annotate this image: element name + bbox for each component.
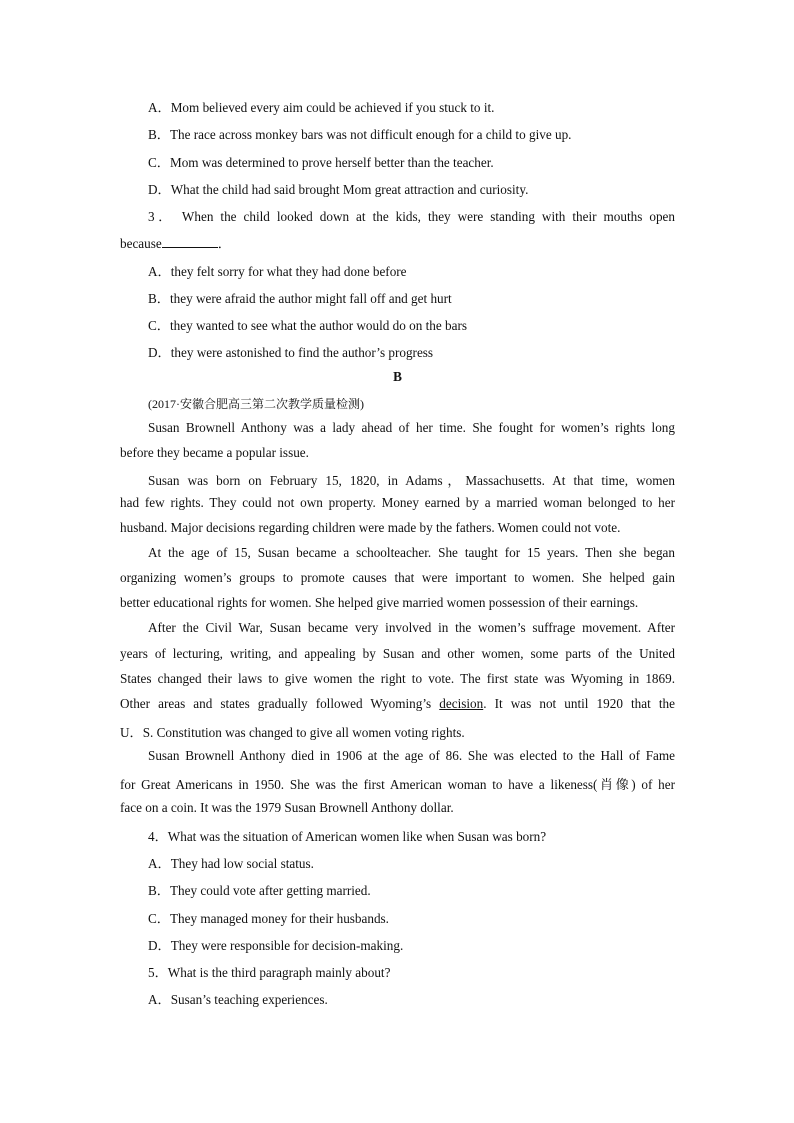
q5-stem: 5．What is the third paragraph mainly about? [148, 965, 391, 980]
q2-option-b: B．The race across monkey bars was not difficult enough for a child to give up. [148, 127, 572, 142]
p2-line3: husband. Major decisions regarding children were made by the fathers. Women could not vote. [120, 520, 621, 535]
q4-stem: 4．What was the situation of American women like when Susan was born? [148, 829, 547, 844]
p3-line1: At the age of 15, Susan became a schoolteacher. She taught for 15 years. Then she began [148, 545, 675, 560]
p5-line3: face on a coin. It was the 1979 Susan Brownell Anthony dollar. [120, 800, 454, 815]
q4-option-d: D．They were responsible for decision-making. [148, 938, 404, 953]
p4-line2: years of lecturing, writing, and appealing by Susan and other women, some parts of the United [120, 646, 675, 661]
p3-line2: organizing women’s groups to promote causes that were important to women. She helped gain [120, 570, 675, 585]
p4-line4 [120, 696, 675, 712]
p1-line2: before they became a popular issue. [120, 445, 309, 460]
q3-option-c: C．they wanted to see what the author would do on the bars [148, 318, 467, 333]
p4-line1: After the Civil War, Susan became very involved in the women’s suffrage movement. After [148, 620, 675, 635]
p4-line4-prefix: Other areas and states gradually followed Wyoming’s [120, 696, 440, 711]
underlined-word: decision [439, 696, 484, 711]
q2-option-a: A．Mom believed every aim could be achieved if you stuck to it. [148, 100, 495, 115]
q4-option-a: A．They had low social status. [148, 856, 314, 871]
q3-stem-line2 [120, 233, 231, 252]
p2-line1: Susan was born on February 15, 1820, in Adams，Massachusetts. At that time, women [148, 473, 675, 488]
q2-option-c: C．Mom was determined to prove herself better than the teacher. [148, 155, 494, 170]
q5-option-a: A．Susan’s teaching experiences. [148, 992, 328, 1007]
q4-option-c: C．They managed money for their husbands. [148, 911, 389, 926]
q3-stem-because: because [120, 236, 162, 251]
p5-line2: for Great Americans in 1950. She was the first American woman to have a likeness(肖像) of her [120, 777, 675, 792]
answer-blank [162, 235, 218, 248]
p2-line2: had few rights. They could not own property. Money earned by a married woman belonged to her [120, 495, 675, 510]
p1-line1: Susan Brownell Anthony was a lady ahead of her time. She fought for women’s rights long [148, 420, 675, 435]
q2-option-d: D．What the child had said brought Mom great attraction and curiosity. [148, 182, 529, 197]
section-heading: B [393, 369, 402, 384]
q3-option-a: A．they felt sorry for what they had done before [148, 264, 407, 279]
q3-stem-end: ． [217, 236, 231, 251]
q3-option-d: D．they were astonished to find the author’s progress [148, 345, 434, 360]
passage-source: (2017·安徽合肥高三第二次教学质量检测) [148, 397, 364, 411]
p4-line5: U．S. Constitution was changed to give all women voting rights. [120, 725, 465, 740]
p3-line3: better educational rights for women. She helped give married women possession of their earnings. [120, 595, 639, 610]
p4-line3: States changed their laws to give women the right to vote. The first state was Wyoming in 1869. [120, 671, 675, 686]
q4-option-b: B．They could vote after getting married. [148, 883, 371, 898]
p5-line1: Susan Brownell Anthony died in 1906 at the age of 86. She was elected to the Hall of Fame [148, 748, 675, 763]
p4-line4-suffix: . It was not until 1920 that the [483, 696, 675, 711]
q3-option-b: B．they were afraid the author might fall off and get hurt [148, 291, 452, 306]
q3-stem-line1: 3． When the child looked down at the kids, they were standing with their mouths open [148, 209, 675, 224]
